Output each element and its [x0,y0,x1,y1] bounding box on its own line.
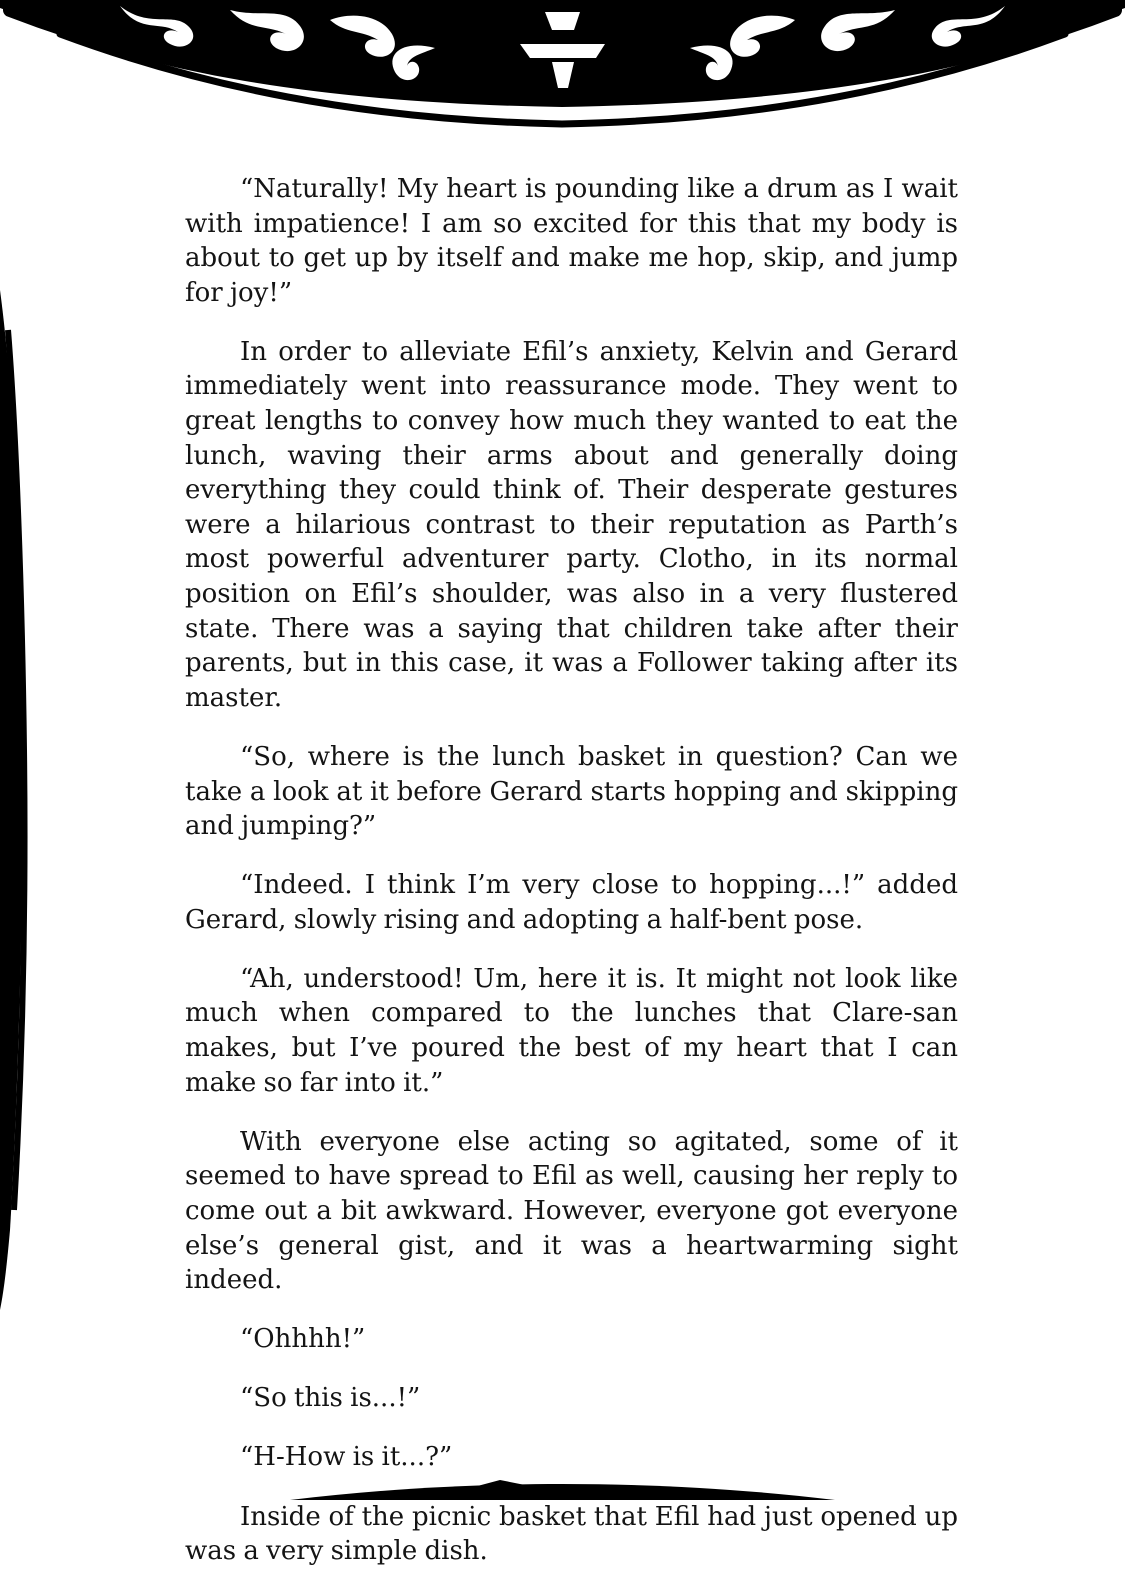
top-ornament [0,0,1125,135]
left-border [0,290,40,1310]
bottom-ornament [0,1470,1125,1500]
paragraph: “H-How is it...?” [240,1442,453,1473]
paragraph: “Indeed. I think I’m very close to hopping...!” added Gerard, slowly rising and adopting a half-bent pose. [185,870,958,935]
paragraph: “So this is...!” [240,1383,421,1414]
paragraph: “Naturally! My heart is pounding like a drum as I wait with impatience! I am so excited for this that my body is about to get up by itself and make me hop, skip, and jump for joy!” [185,174,958,308]
paragraph: With everyone else acting so agitated, some of it seemed to have spread to Efil as well, causing her reply to come out a bit awkward. However, everyone got everyone else’s general gist, and it was a heartwarming sight indeed. [185,1126,958,1296]
paragraph: “Ohhhh!” [240,1324,366,1355]
paragraph: In order to alleviate Efil’s anxiety, Kelvin and Gerard immediately went into reassurance mode. They went to great lengths to convey how much they wanted to eat the lunch, waving their arms about and generally doing everything they could think of. Their desperate gestures were a hilarious contrast to their reputation as Parth’s most powerful adventurer party. Clotho, in its normal position on Efil’s shoulder, was also in a very flustered state. There was a saying that children take after their parents, but in this case, it was a Follower taking after its master. [185,336,958,713]
paragraph: “So, where is the lunch basket in question? Can we take a look at it before Gerard starts hopping and skipping and jumping?” [185,741,958,842]
paragraph: “Ah, understood! Um, here it is. It might not look like much when compared to the lunches that Clare-san makes, but I’ve poured the best of my heart that I can make so far into it.” [185,963,958,1098]
body-text [185,172,958,1593]
paragraph: Inside of the picnic basket that Efil had just opened up was a very simple dish. [185,1501,958,1567]
